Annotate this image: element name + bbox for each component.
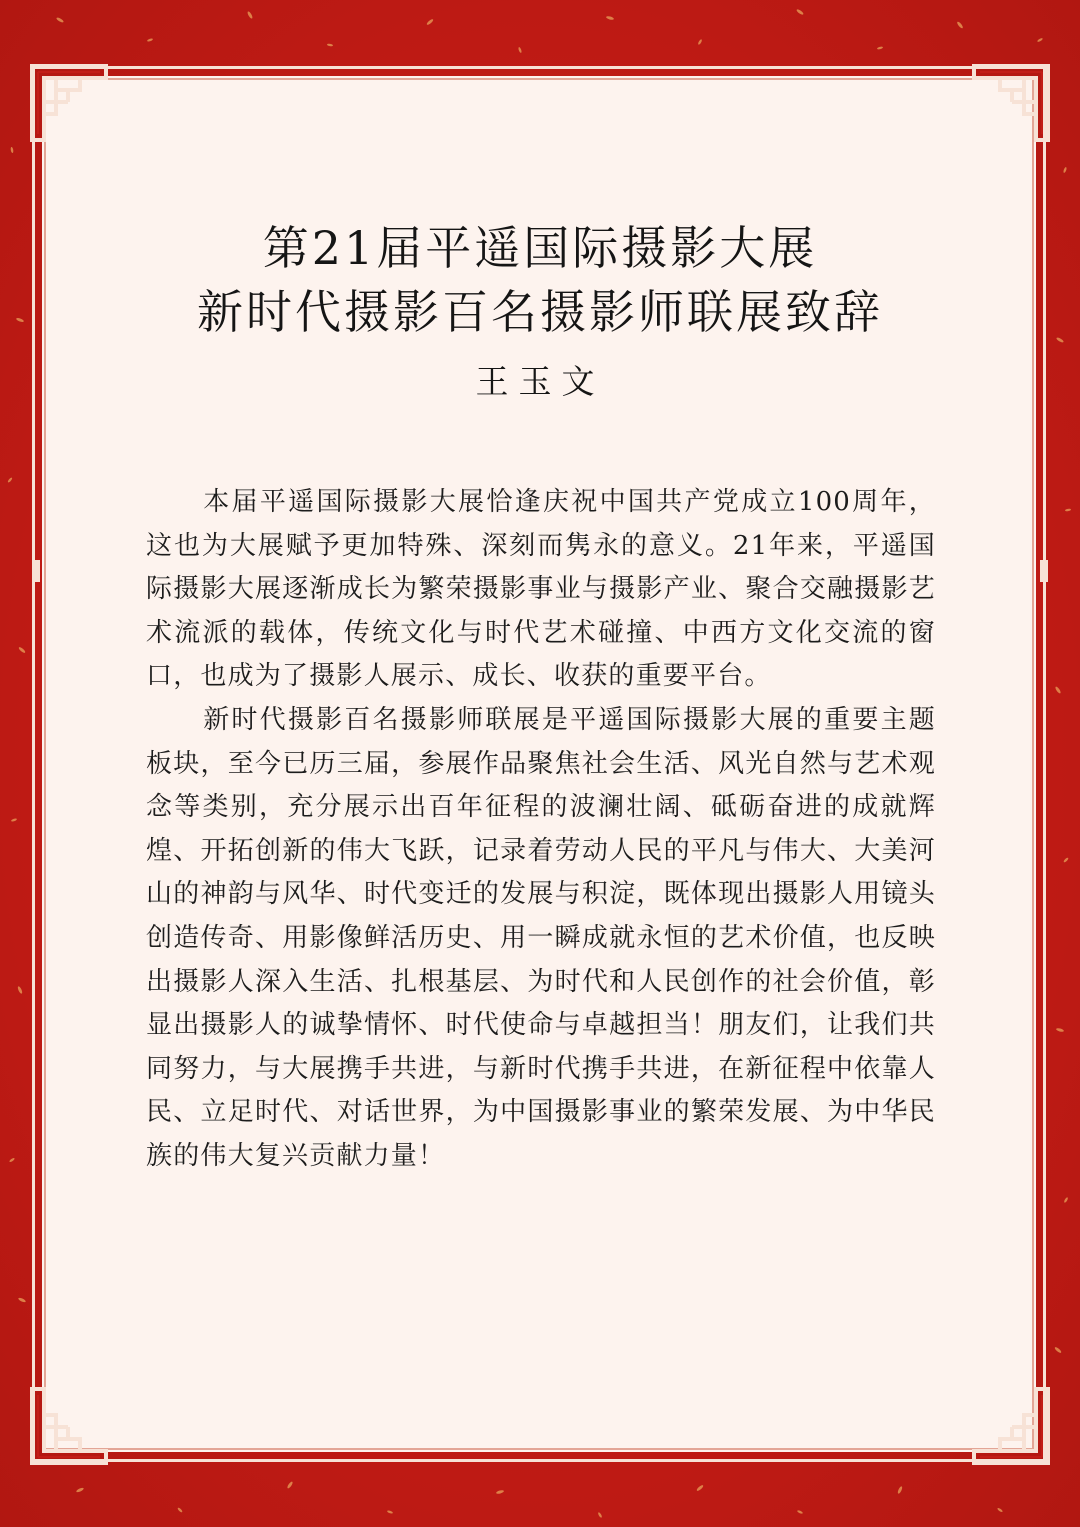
chinese-lattice-corner-icon	[970, 1385, 1052, 1467]
chinese-lattice-corner-icon	[970, 62, 1052, 144]
frame-side-mark	[32, 560, 40, 582]
paragraph-2: 新时代摄影百名摄影师联展是平遥国际摄影大展的重要主题板块，至今已历三届，参展作品聚焦社会生活、风光自然与艺术观念等类别，充分展示出百年征程的波澜壮阔、砥砺奋进的成就辉煌、开拓创新的伟大飞跃，记录着劳动人民的平凡与伟大、大美河山的神韵与风华、时代变迁的发展与积淀，既体现出摄影人用镜头创造传奇、用影像鲜活历史、用一瞬成就永恒的艺术价值，也反映出摄影人深入生活、扎根基层、为时代和人民创作的社会价值，彰显出摄影人的诚挚情怀、时代使命与卓越担当！朋友们，让我们共同努力，与大展携手共进，与新时代携手共进，在新征程中依靠人民、立足时代、对话世界，为中国摄影事业的繁荣发展、为中华民族的伟大复兴贡献力量！	[146, 704, 936, 1171]
frame-side-mark	[1040, 560, 1048, 582]
title-line-1: 第21届平遥国际摄影大展	[262, 221, 818, 275]
paragraph-1: 本届平遥国际摄影大展恰逢庆祝中国共产党成立100周年，这也为大展赋予更加特殊、深刻而隽永的意义。21年来，平遥国际摄影大展逐渐成长为繁荣摄影事业与摄影产业、聚合交融摄影艺术流派的载体，传统文化与时代艺术碰撞、中西方文化交流的窗口，也成为了摄影人展示、成长、收获的重要平台。	[146, 487, 936, 692]
chinese-lattice-corner-icon	[28, 62, 110, 144]
chinese-lattice-corner-icon	[28, 1385, 110, 1467]
title-line-2: 新时代摄影百名摄影师联展致辞	[197, 285, 883, 339]
speech-body	[146, 481, 936, 1179]
author-name: 王玉文	[475, 362, 605, 401]
